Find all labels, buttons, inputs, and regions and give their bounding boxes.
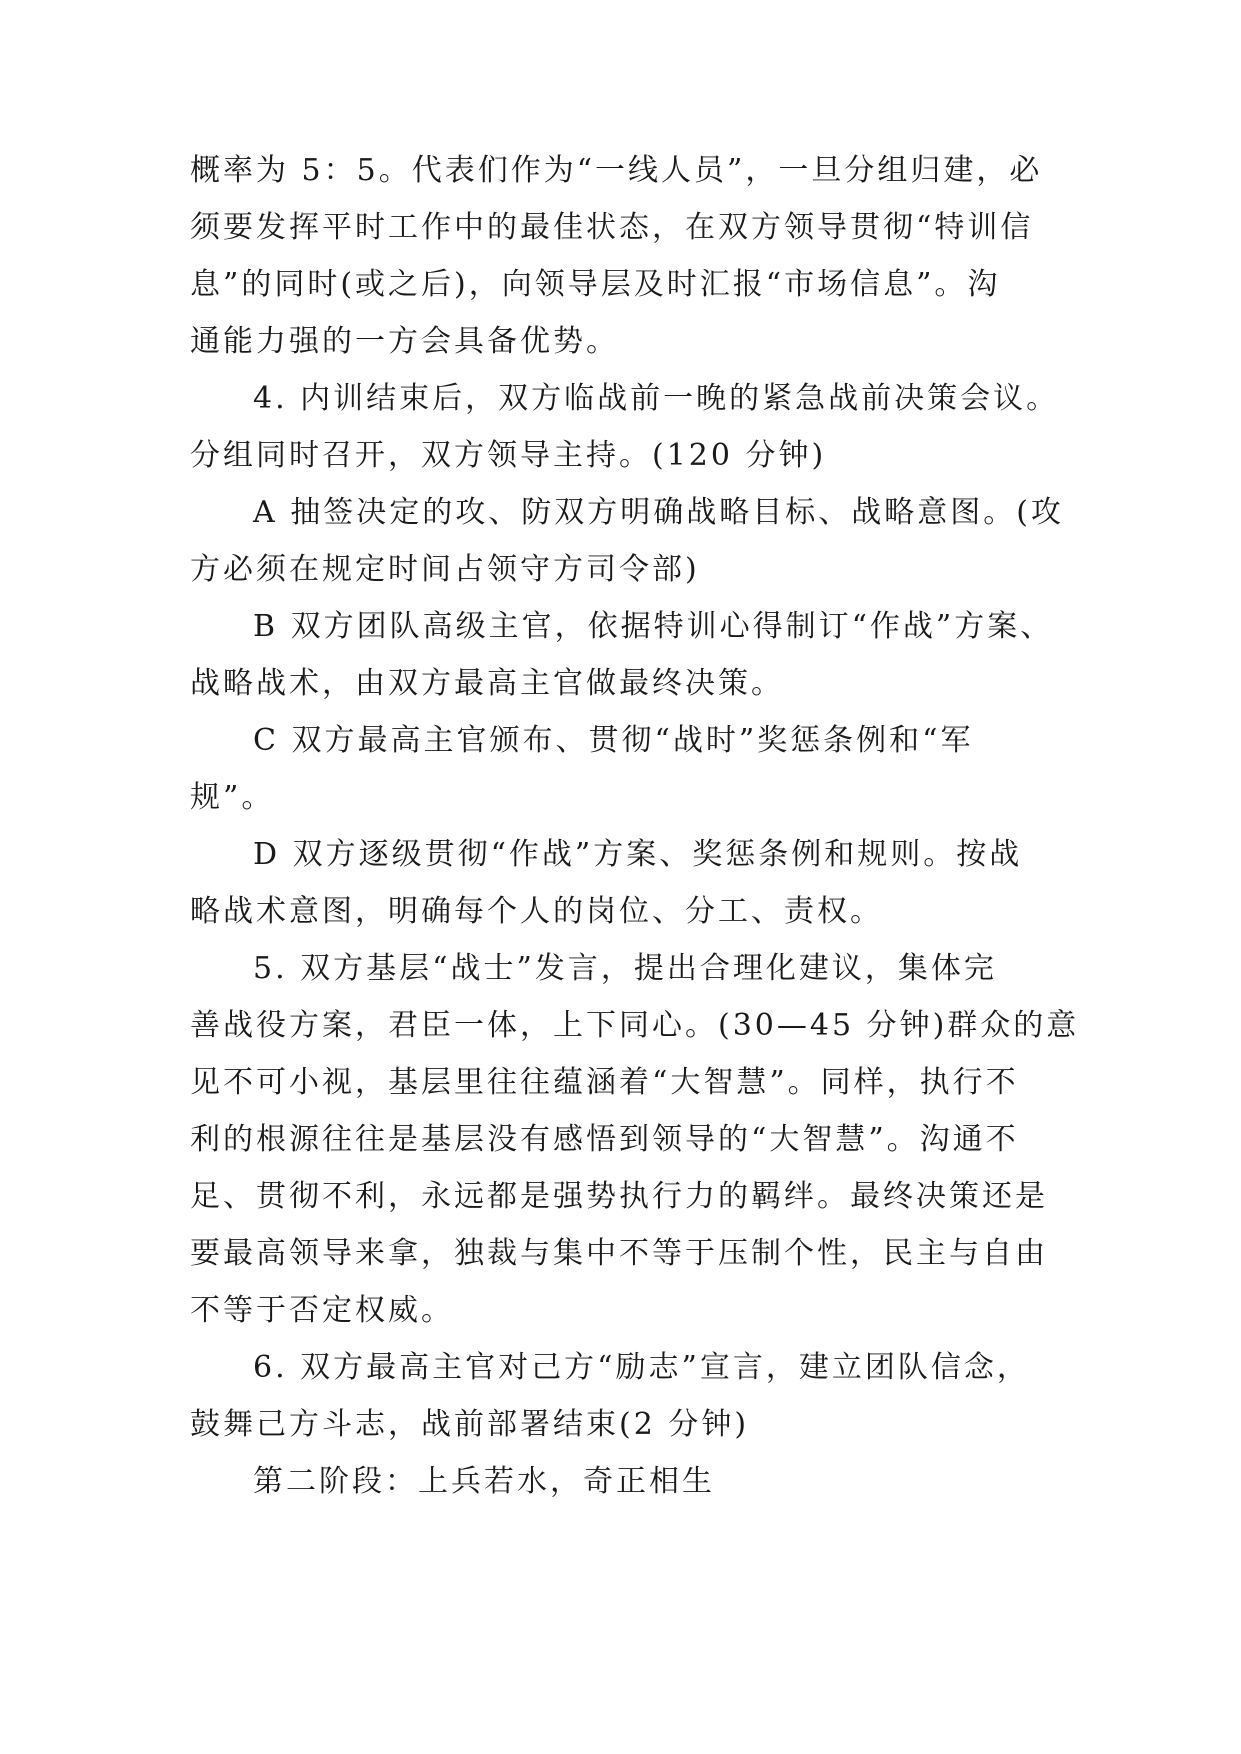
text-line: 概率为 5：5。代表们作为“一线人员”，一旦分组归建，必 xyxy=(190,153,1043,188)
text-line: 战略战术，由双方最高主官做最终决策。 xyxy=(190,666,784,701)
text-line: 6. 双方最高主官对己方“励志”宣言，建立团队信念， xyxy=(253,1350,1030,1385)
section-heading: 第二阶段：上兵若水，奇正相生 xyxy=(253,1464,715,1499)
text-line: 须要发挥平时工作中的最佳状态，在双方领导贯彻“特训信 xyxy=(190,210,1034,245)
text-line: 规”。 xyxy=(190,780,275,815)
text-line: 略战术意图，明确每个人的岗位、分工、责权。 xyxy=(190,894,883,929)
text-line: 方必须在规定时间占领守方司令部) xyxy=(190,552,700,587)
text-line: 善战役方案，君臣一体，上下同心。(30—45 分钟)群众的意 xyxy=(190,1008,1080,1043)
text-line: 要最高领导来拿，独裁与集中不等于压制个性，民主与自由 xyxy=(190,1236,1048,1271)
text-line: C 双方最高主官颁布、贯彻“战时”奖惩条例和“军 xyxy=(253,723,974,758)
text-line: A 抽签决定的攻、防双方明确战略目标、战略意图。(攻 xyxy=(253,495,1064,530)
text-line: 通能力强的一方会具备优势。 xyxy=(190,324,619,359)
text-line: 4. 内训结束后，双方临战前一晚的紧急战前决策会议。 xyxy=(253,381,1060,416)
text-line: 足、贯彻不利，永远都是强势执行力的羁绊。最终决策还是 xyxy=(190,1179,1048,1214)
text-line: B 双方团队高级主官，依据特训心得制订“作战”方案、 xyxy=(253,609,1054,644)
text-line: 鼓舞己方斗志，战前部署结束(2 分钟) xyxy=(190,1407,750,1442)
text-line: 利的根源往往是基层没有感悟到领导的“大智慧”。沟通不 xyxy=(190,1122,1019,1157)
text-line: 见不可小视，基层里往往蕴涵着“大智慧”。同样，执行不 xyxy=(190,1065,1019,1100)
text-line: 5. 双方基层“战士”发言，提出合理化建议，集体完 xyxy=(253,951,997,986)
text-line: 不等于否定权威。 xyxy=(190,1293,454,1328)
text-line: D 双方逐级贯彻“作战”方案、奖惩条例和规则。按战 xyxy=(253,837,1023,872)
text-line: 分组同时召开，双方领导主持。(120 分钟) xyxy=(190,438,827,473)
text-line: 息”的同时(或之后)，向领导层及时汇报“市场信息”。沟 xyxy=(190,267,1001,302)
